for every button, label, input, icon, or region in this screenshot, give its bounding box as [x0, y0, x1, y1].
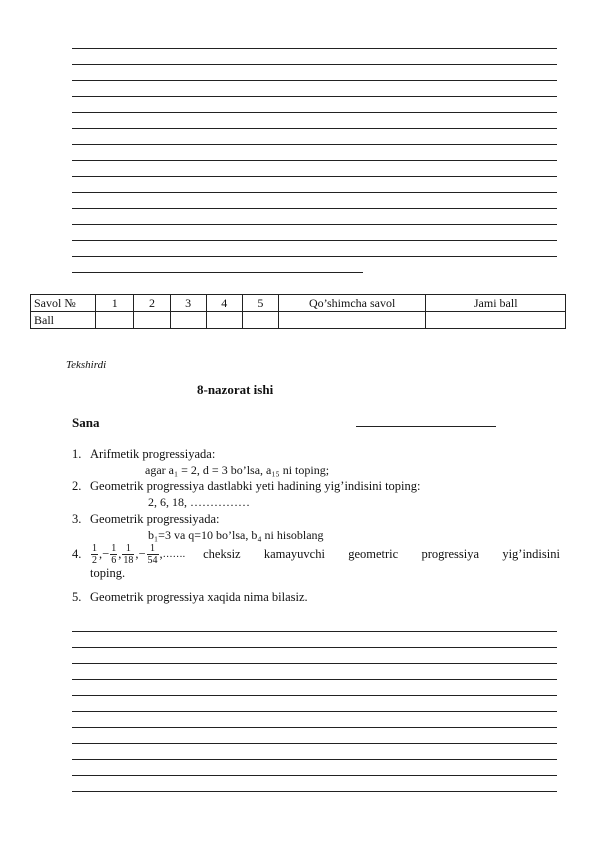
word: cheksiz: [203, 547, 241, 561]
page-title: 8-nazorat ishi: [197, 382, 274, 397]
answer-line[interactable]: [72, 224, 557, 225]
answer-line[interactable]: [72, 128, 557, 129]
word: progressiya: [421, 547, 480, 561]
answer-line[interactable]: [72, 759, 557, 760]
score-input-jami[interactable]: [426, 312, 566, 329]
answer-line[interactable]: [72, 240, 557, 241]
score-input-2[interactable]: [134, 312, 170, 329]
score-input-5[interactable]: [242, 312, 278, 329]
word: geometric: [348, 547, 399, 561]
question-3: [72, 512, 219, 527]
score-cell-savol: Savol №: [31, 295, 96, 312]
question-4: [72, 543, 560, 581]
answer-line[interactable]: [72, 711, 557, 712]
answer-line[interactable]: [72, 679, 557, 680]
fraction-term-2: − $\frac{1}{6}$: [102, 543, 117, 566]
answer-line[interactable]: [72, 112, 557, 113]
question-number: 5.: [72, 590, 82, 604]
answer-line[interactable]: [72, 272, 363, 273]
answer-line[interactable]: [72, 631, 557, 632]
score-cell-jami: Jami ball: [426, 295, 566, 312]
answer-line[interactable]: [72, 144, 557, 145]
score-cell-qoshimcha: Qo’shimcha savol: [278, 295, 426, 312]
question-1: [72, 447, 215, 462]
question-4-line2: toping.: [90, 566, 126, 580]
answer-line[interactable]: [72, 176, 557, 177]
fraction-term-3: $\frac{1}{18}$: [123, 543, 134, 566]
fraction-term-1: $\frac{1}{2}$: [92, 543, 97, 566]
question-4-text: [203, 547, 560, 562]
tekshirdi-label: Tekshirdi: [66, 359, 107, 371]
sequence-ellipsis: …….: [162, 549, 186, 560]
score-cell-2: 2: [134, 295, 170, 312]
score-input-4[interactable]: [206, 312, 242, 329]
answer-line[interactable]: [72, 208, 557, 209]
score-table-header-row: [31, 295, 566, 312]
question-text: Geometrik progressiya xaqida nima bilasiz.: [90, 590, 308, 604]
answer-line[interactable]: [72, 64, 557, 65]
answer-line[interactable]: [72, 647, 557, 648]
sana-field-line[interactable]: [356, 426, 496, 427]
question-5: [72, 590, 308, 605]
answer-line[interactable]: [72, 775, 557, 776]
answer-line[interactable]: [72, 743, 557, 744]
question-number: 3.: [72, 512, 82, 526]
answer-line[interactable]: [72, 695, 557, 696]
question-number: 2.: [72, 479, 82, 493]
word: kamayuvchi: [263, 547, 325, 561]
answer-line[interactable]: [72, 192, 557, 193]
question-number: 1.: [72, 447, 82, 461]
answer-line[interactable]: [72, 80, 557, 81]
answer-line[interactable]: [72, 791, 557, 792]
score-input-3[interactable]: [170, 312, 206, 329]
answer-line[interactable]: [72, 96, 557, 97]
fraction-term-4: − $\frac{1}{54}$: [138, 543, 158, 566]
score-input-1[interactable]: [96, 312, 134, 329]
word: yig’indisini: [502, 547, 560, 561]
answer-line[interactable]: [72, 48, 557, 49]
score-input-qoshimcha[interactable]: [278, 312, 426, 329]
score-cell-4: 4: [206, 295, 242, 312]
answer-line[interactable]: [72, 727, 557, 728]
score-cell-1: 1: [96, 295, 134, 312]
score-cell-3: 3: [170, 295, 206, 312]
question-number: 4.: [72, 547, 82, 561]
question-text: Geometrik progressiya dastlabki yeti hadining yig’indisini toping:: [90, 479, 421, 493]
score-cell-5: 5: [242, 295, 278, 312]
sana-label: Sana: [72, 415, 100, 430]
question-text: Geometrik progressiyada:: [90, 512, 220, 526]
score-table: [30, 294, 566, 329]
answer-line[interactable]: [72, 256, 557, 257]
fraction-sequence: $\frac{1}{2}$ , − $\frac{1}{6}$ , $\frac{1}{18}$ , − $\frac{1}{54}$ , …….: [92, 543, 186, 566]
question-2-sequence: 2, 6, 18, ……………: [148, 495, 250, 509]
question-3-condition: b₁=3 va q=10 bo’lsa, b₄ ni hisoblang: [148, 528, 324, 542]
question-text: Arifmetik progressiyada:: [90, 447, 216, 461]
answer-line[interactable]: [72, 663, 557, 664]
question-2: [72, 479, 421, 494]
score-table-ball-row: [31, 312, 566, 329]
question-1-condition: agar a₁ = 2, d = 3 bo’lsa, a₁₅ ni toping;: [145, 463, 330, 477]
answer-line[interactable]: [72, 160, 557, 161]
score-cell-ball: Ball: [31, 312, 96, 329]
